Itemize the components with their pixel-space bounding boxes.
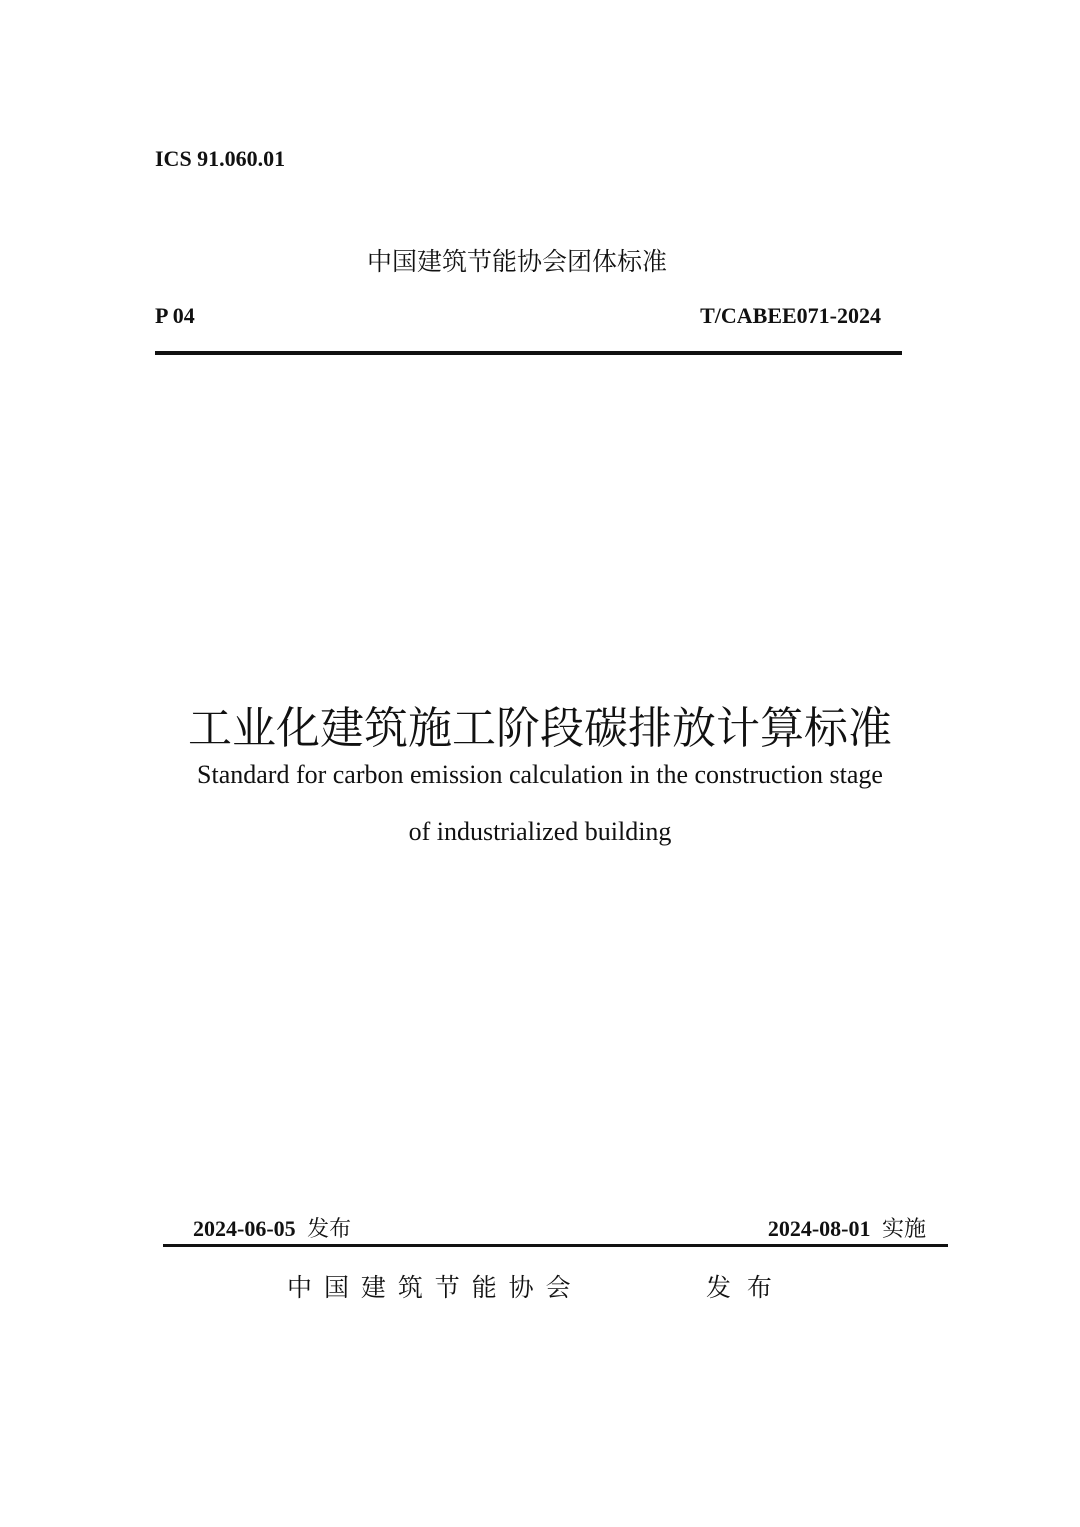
issuer-standard-type: 中国建筑节能协会团体标准 — [367, 247, 668, 276]
publisher-name: 中 国 建 筑 节 能 协 会 — [287, 1273, 573, 1302]
effective-label: 实施 — [881, 1217, 926, 1242]
standard-number: T/CABEE071-2024 — [700, 303, 881, 328]
publish-label: 发布 — [307, 1217, 352, 1242]
title-english-line1: Standard for carbon emission calculation in the construction stage — [197, 760, 883, 789]
ics-code: ICS 91.060.01 — [155, 146, 286, 171]
effective-date: 2024-08-01 — [767, 1216, 871, 1241]
publish-date-block — [193, 1212, 351, 1243]
publish-date: 2024-06-05 — [193, 1216, 296, 1241]
title-english-line2: of industrialized building — [408, 817, 672, 846]
title-chinese: 工业化建筑施工阶段碳排放计算标准 — [188, 703, 892, 754]
category-code: P 04 — [155, 303, 195, 328]
publisher-action: 发 布 — [706, 1273, 772, 1302]
effective-date-block — [768, 1212, 926, 1243]
footer-divider — [163, 1244, 948, 1247]
header-divider — [155, 351, 902, 355]
